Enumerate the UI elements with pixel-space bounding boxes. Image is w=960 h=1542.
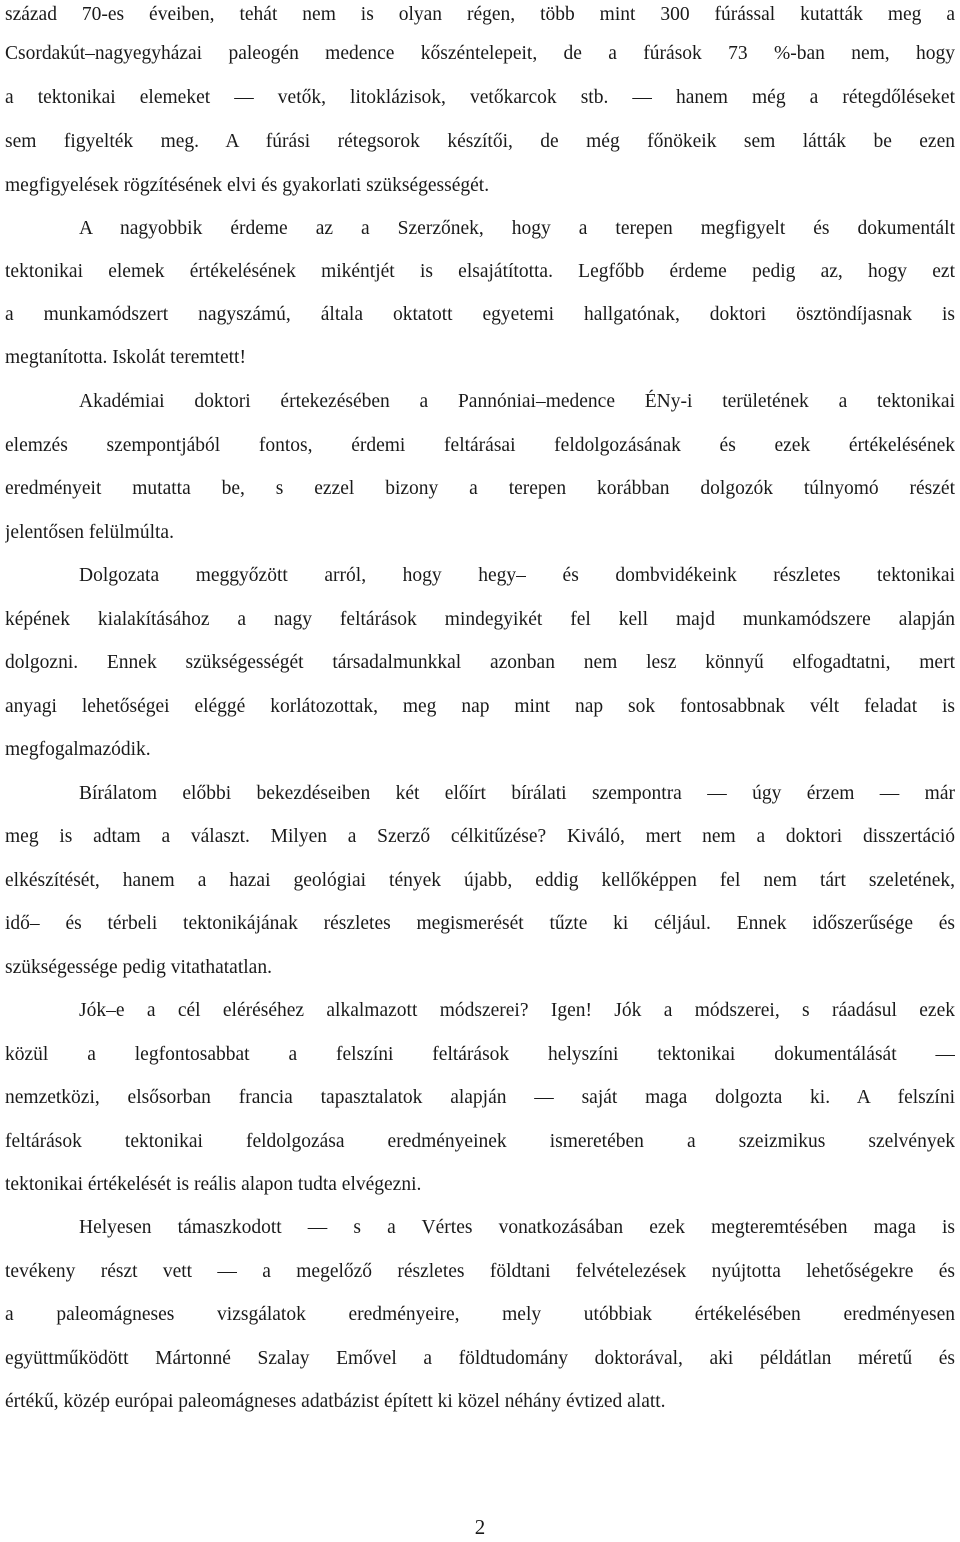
text-line: A nagyobbik érdeme az a Szerzőnek, hogy a terepen megfigyelt és dokumentált — [79, 218, 955, 239]
text-line: Akadémiai doktori értekezésében a Pannóniai–medence ÉNy-i területének a tektonikai — [79, 391, 955, 412]
text-line: elemzés szempontjából fontos, érdemi feltárásai feldolgozásának és ezek értékelésének — [5, 435, 955, 456]
text-line: Helyesen támaszkodott — s a Vértes vonatkozásában ezek megteremtésében maga is — [79, 1217, 955, 1238]
text-line: Csordakút–nagyegyházai paleogén medence kőszéntelepeit, de a fúrások 73 %-ban nem, hogy — [5, 43, 955, 64]
text-line: megfogalmazódik. — [5, 739, 151, 760]
text-line: a munkamódszert nagyszámú, általa oktatott egyetemi hallgatónak, doktori ösztöndíjasnak is — [5, 304, 955, 325]
text-line: Dolgozata meggyőzött arról, hogy hegy– és dombvidékeink részletes tektonikai — [79, 565, 955, 586]
text-line: Jók–e a cél eléréséhez alkalmazott módszerei? Igen! Jók a módszerei, s ráadásul ezek — [79, 1000, 955, 1021]
text-line: elkészítését, hanem a hazai geológiai tények újabb, eddig kellőképpen fel nem tárt szeletének, — [5, 870, 955, 891]
text-line: feltárások tektonikai feldolgozása eredményeinek ismeretében a szeizmikus szelvények — [5, 1131, 955, 1152]
page-number: 2 — [474, 1515, 486, 1539]
text-line: század 70-es éveiben, tehát nem is olyan régen, több mint 300 fúrással kutatták meg a — [5, 4, 955, 25]
text-line: tevékeny részt vett — a megelőző részletes földtani felvételezések nyújtotta lehetőségekre és — [5, 1261, 955, 1282]
text-line: anyagi lehetőségei eléggé korlátozottak, meg nap mint nap sok fontosabbnak vélt feladat is — [5, 696, 955, 717]
text-line: együttműködött Mártonné Szalay Emővel a földtudomány doktorával, aki példátlan méretű és — [5, 1348, 955, 1369]
text-line: szükségessége pedig vitathatatlan. — [5, 957, 272, 978]
text-line: jelentősen felülmúlta. — [5, 522, 174, 543]
text-line: meg is adtam a választ. Milyen a Szerző célkitűzése? Kiváló, mert nem a doktori disszertáció — [5, 826, 955, 847]
text-line: tektonikai értékelését is reális alapon tudta elvégezni. — [5, 1174, 422, 1195]
text-line: tektonikai elemek értékelésének mikéntjét is elsajátította. Legfőbb érdeme pedig az, hogy ezt — [5, 261, 955, 282]
text-line: dolgozni. Ennek szükségességét társadalmunkkal azonban nem lesz könnyű elfogadtatni, mert — [5, 652, 955, 673]
text-line: Bírálatom előbbi bekezdéseiben két előírt bírálati szempontra — úgy érzem — már — [79, 783, 955, 804]
text-line: képének kialakításához a nagy feltárások mindegyikét fel kell majd munkamódszere alapján — [5, 609, 955, 630]
text-line: idő– és térbeli tektonikájának részletes megismerését tűzte ki céljául. Ennek időszerűsége és — [5, 913, 955, 934]
text-line: értékű, közép európai paleomágneses adatbázist épített ki közel néhány évtized alatt. — [5, 1391, 666, 1412]
text-line: sem figyelték meg. A fúrási rétegsorok készítői, de még főnökeik sem látták be ezen — [5, 131, 955, 152]
text-line: a tektonikai elemeket — vetők, litoklázisok, vetőkarcok stb. — hanem még a rétegdőléseket — [5, 87, 955, 108]
text-line: megtanította. Iskolát teremtett! — [5, 347, 246, 368]
text-line: eredményeit mutatta be, s ezzel bizony a terepen korábban dolgozók túlnyomó részét — [5, 478, 955, 499]
text-line: megfigyelések rögzítésének elvi és gyakorlati szükségességét. — [5, 175, 490, 196]
text-line: közül a legfontosabbat a felszíni feltárások helyszíni tektonikai dokumentálását — — [5, 1044, 955, 1065]
text-line: a paleomágneses vizsgálatok eredményeire, mely utóbbiak értékelésében eredményesen — [5, 1304, 955, 1325]
text-line: nemzetközi, elsősorban francia tapasztalatok alapján — saját maga dolgozta ki. A felszíni — [5, 1087, 955, 1108]
